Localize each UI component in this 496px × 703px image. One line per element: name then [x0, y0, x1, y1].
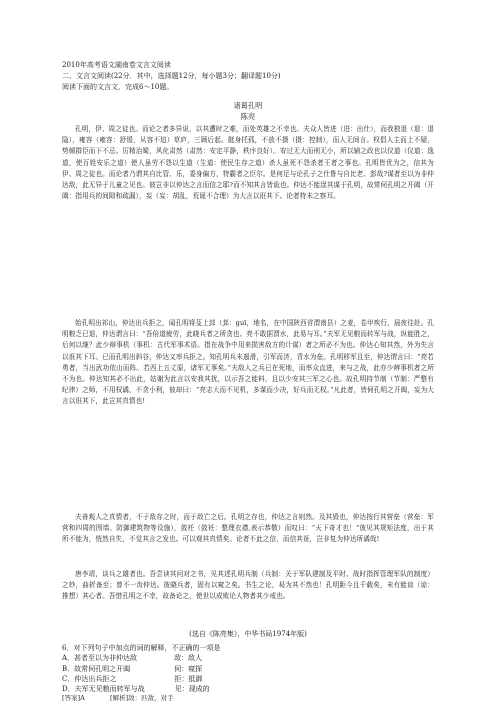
- option-letter: A．: [62, 654, 75, 662]
- option-sentence: 甚者至以为非仲达敌: [74, 654, 138, 662]
- option-letter: B．: [62, 665, 75, 673]
- option-gloss: 见：现成的: [174, 685, 210, 693]
- option-sentence: 故常伺孔明之开阖: [74, 665, 131, 673]
- article-author: 陈亮: [240, 112, 256, 121]
- question-6-stem: 6．对下列句子中加点的词的解释，不正确的一项是: [62, 644, 221, 652]
- question-6-answer: [答案]A: [62, 694, 85, 702]
- option-letter: D．: [62, 685, 75, 693]
- article-source: (选自《陈亮集》，中华书局1974年版): [189, 630, 307, 638]
- option-c: [62, 674, 202, 684]
- article-title: 诸葛孔明: [233, 101, 263, 110]
- article-paragraph-4: 唐李靖，谈兵之雄者也。吾尝读其问对之书，见其述孔明兵制（兵制：关于军队建制及平时、战时指挥管理军队的制度）之妙，曲折备至；曾不一齿仲达。彼晓兵者，固有以窥之矣。书生之论，曷为其不然也！孔明距今且千载矣，未有能谅（谅：推想）其心者。吾惜孔明之不幸，故备论之，使世以成败论人物者其少戒也。: [62, 570, 434, 601]
- option-b: [62, 664, 202, 674]
- option-sentence: 夫军无见粮而转军与战: [74, 685, 145, 693]
- document-title: 2010年高考语文湖南卷文言文阅读: [62, 61, 171, 69]
- article-paragraph-2: 始孔明出祁山，仲达出兵拒之，闻孔明将芟上邽（邽：guī，地名，在中国陕西省渭南县）之麦，卷甲疾行，晨夜往赴。孔明粮乏已退，仲达谓言曰：“吾倍道疲劳，此晓兵者之所贪也。亮不敢据渭水，此易与耳。”夫军无见粮而转军与战，纵能胜之，后何以继？此少辩事机（事机：古代军事术语。指在战争中用来损害敌方的计谋）者之所必不为也。仲达心知其然，外为失言以诳其下耳。已而孔明出斜谷，仲达又率兵拒之。知孔明兵未遏滑，引军而济，背水为垒。孔明移军且至，仲达谓言曰：“亮若勇者，当出武功依山而阵。若西上五丈原，诸军无事矣。”夫敌人之兵已在死地，而率众直进，来与之战，此亦少辨事机者之所不为也。仲达知其必不出此，姑谢为此言以安我其扰，以示吾之能料，且以少安其三军之心也。故孔明持节制（节制：严整有纪律）之师，不用权谲，不贪小利，彼却曰：“亮志大而不见机，多谋而少决，好兵而无权。”凡此者，皆伺孔明之开阖，妄为大言以诳其下，此岂其真情也!: [62, 319, 434, 406]
- article-paragraph-1: 孔明，伊、周之徒也。而论之者多异说，以其遭时之难，而处英雄之不幸也。夫众人皆进（进：出仕），而我独退（退：退隐），雍容（雍容：舒缓，从容不迫）草庐，三顾后起。挺身托孤，不放不摄（摄：控制），而人无间言。权倡人主而上不疑，势倾群臣而下不忌。厉精治蜀，风化肃然（肃然：安定平静，秩序良好）。宥过无大而刑无小，所以辅之政也以仪道（仪道：逸道，使百姓安乐之道）使人虽劳不怨以生道（生道：使民生存之道）杀人虽死不怨杀者王者之事也。孔明皆优为之，信其为伊、周之徒也。而论者乃谓其自比管、乐，委身偏方，特霸者之臣尔。是何足与论孔子之仕鲁与自比老、彭哉?谋者至以为非仲达敌，此无异于儿童之见也。彼岂非以仲达之言而信之耶?而不知其言皆诡也。仲达不能逞其谋于孔明，故常伺孔明之开阖（开阖：指用兵的间隙和疏漏），妄（妄：胡乱，荒诞不合理）为大言以诳其下。论者特未之察耳。: [62, 125, 434, 201]
- option-a: [62, 653, 434, 665]
- option-letter: C．: [62, 675, 75, 683]
- section-heading: 二、文言文阅读(22分．其中，选择题12分，每小题3分；翻译题10分): [62, 72, 281, 80]
- question-6-options: [62, 653, 434, 665]
- option-gloss: 敌：敌人: [174, 654, 203, 662]
- option-gloss: 伺：窥探: [174, 665, 203, 673]
- reading-instruction: 阅读下面的文言文，完成6～10题。: [62, 83, 174, 91]
- option-gloss: 拒：抵御: [174, 675, 203, 683]
- option-sentence: 仲达出兵拒之: [74, 675, 117, 683]
- question-6-analysis: [解析]敌：匹敌，对手: [110, 694, 174, 702]
- article-paragraph-3: 夫善观人之真情者，不于敌存之时，而于敌亡之后。孔明之存也，仲达之言则然。及其毁也，仲达按行其营垒（营垒：军营和四周的围墙、防御建筑物等设施），敛衽（敛衽：整理衣襟,表示恭敬）而叹曰：“天下奇才也！”彼见其规矩法度，出于其所不能为，恍然自失，不觉其言之发也。可以观其真情矣。论者不此之信，而信其诳，岂非复为仲达所谲哉!: [62, 513, 434, 544]
